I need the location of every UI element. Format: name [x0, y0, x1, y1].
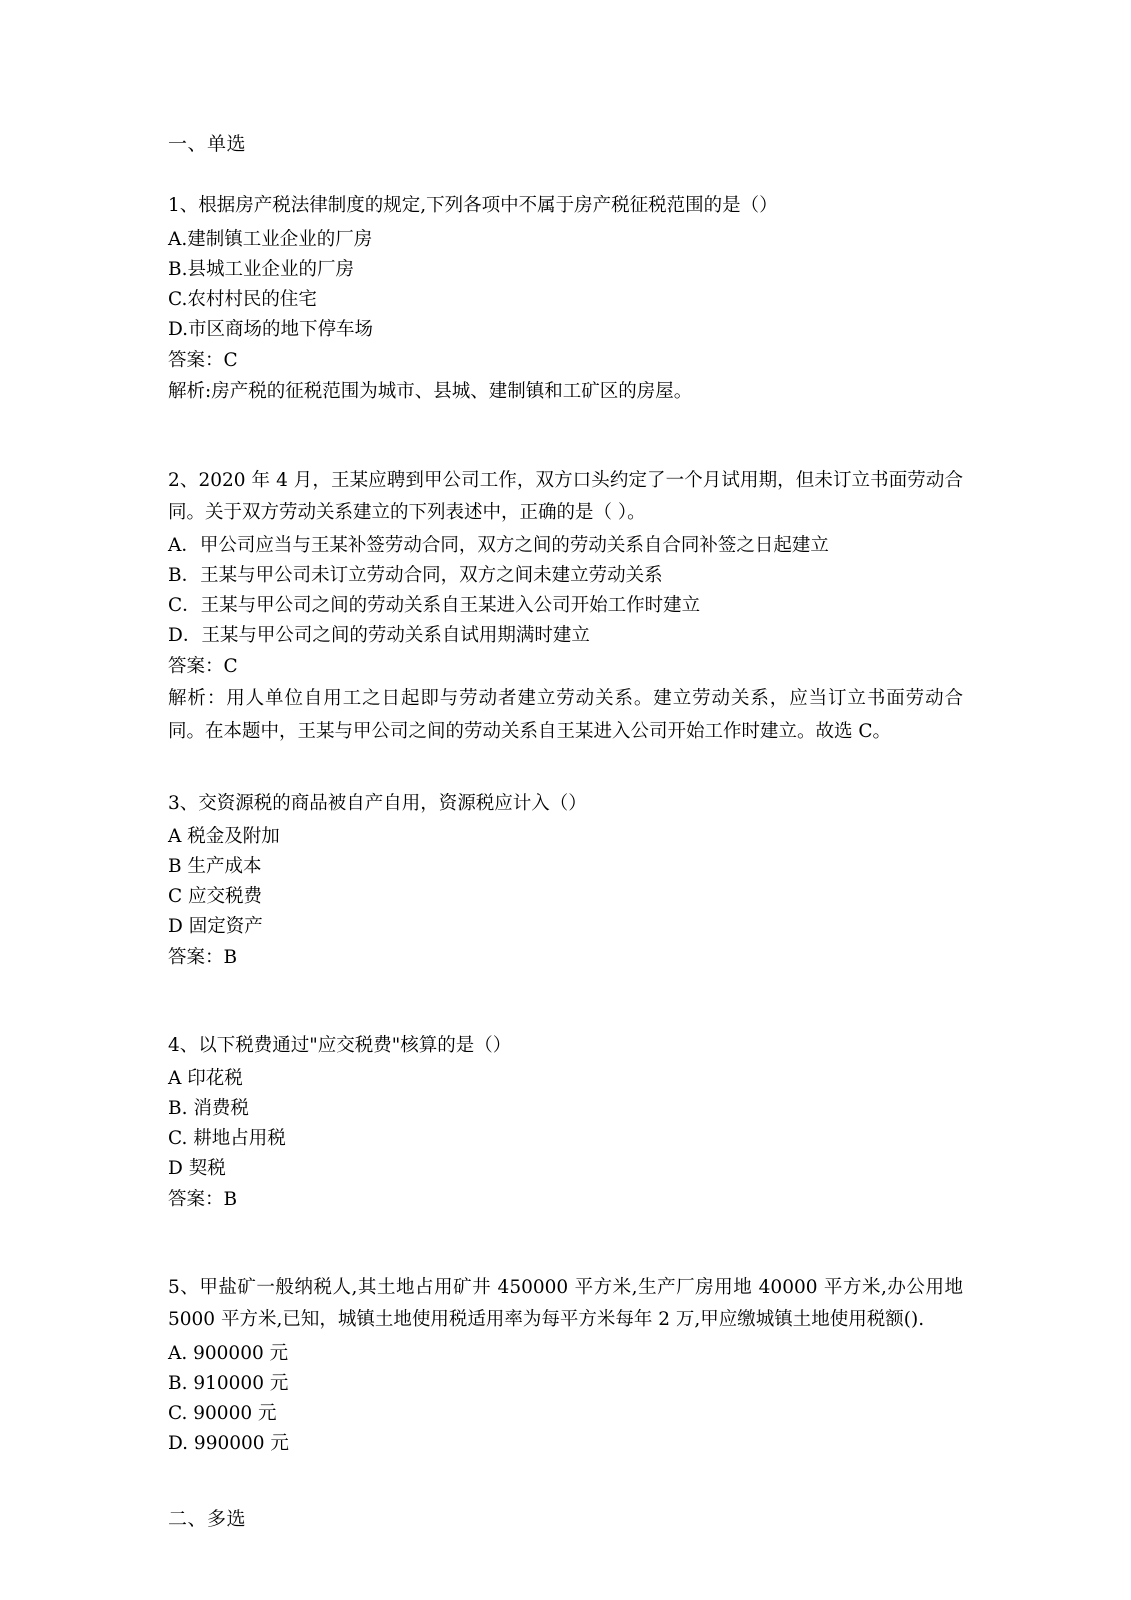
question-option: B. 910000 元	[168, 1372, 289, 1394]
question-option: B．王某与甲公司未订立劳动合同，双方之间未建立劳动关系	[168, 565, 663, 587]
question-option: B.县城工业企业的厂房	[168, 258, 354, 280]
question-option: A. 900000 元	[168, 1342, 289, 1364]
question-option: B. 消费税	[168, 1098, 249, 1120]
question-3	[168, 788, 963, 974]
question-option: D.市区商场的地下停车场	[168, 318, 374, 340]
question-5	[168, 1272, 963, 1459]
question-stem: 3、交资源税的商品被自产自用，资源税应计入（）	[168, 792, 587, 814]
question-option: A 税金及附加	[168, 826, 280, 848]
question-4	[168, 1030, 963, 1216]
question-option: D 固定资产	[168, 916, 263, 938]
question-option: A 印花税	[168, 1068, 243, 1090]
question-option: B 生产成本	[168, 856, 262, 878]
question-stem: 5、甲盐矿一般纳税人,其土地占用矿井 450000 平方米,生产厂房用地 40000 平方米,办公用地 5000 平方米,已知，城镇土地使用税适用率为每平方米每年 2 万,甲应缴城镇土地使用税额().	[168, 1277, 963, 1331]
question-option: C 应交税费	[168, 886, 263, 908]
question-option: C. 90000 元	[168, 1402, 277, 1424]
question-stem: 2、2020 年 4 月，王某应聘到甲公司工作，双方口头约定了一个月试用期，但未订立书面劳动合同。关于双方劳动关系建立的下列表述中，正确的是（ ）。	[168, 469, 963, 524]
block-spacer	[168, 439, 963, 465]
question-option: C．王某与甲公司之间的劳动关系自王某进入公司开始工作时建立	[168, 595, 701, 617]
question-1	[168, 190, 963, 408]
question-answer: 答案：C	[168, 656, 238, 678]
question-option: C. 耕地占用税	[168, 1128, 286, 1150]
section-heading-single-choice: 一、单选	[168, 133, 247, 155]
question-option: C.农村村民的住宅	[168, 288, 317, 310]
question-option: D．王某与甲公司之间的劳动关系自试用期满时建立	[168, 625, 590, 647]
question-answer: 答案：B	[168, 947, 238, 969]
block-spacer	[168, 778, 963, 788]
question-answer: 答案：C	[168, 349, 238, 371]
question-explanation: 解析:房产税的征税范围为城市、县城、建制镇和工矿区的房屋。	[168, 381, 693, 403]
question-answer: 答案：B	[168, 1189, 238, 1211]
question-option: D. 990000 元	[168, 1432, 289, 1454]
block-spacer	[168, 1004, 963, 1030]
question-2	[168, 465, 963, 748]
question-stem: 4、以下税费通过"应交税费"核算的是（）	[168, 1034, 512, 1056]
question-option: A.建制镇工业企业的厂房	[168, 228, 373, 250]
question-option: A．甲公司应当与王某补签劳动合同，双方之间的劳动关系自合同补签之日起建立	[168, 535, 829, 557]
question-option: D 契税	[168, 1158, 226, 1180]
question-explanation: 解析：用人单位自用工之日起即与劳动者建立劳动关系。建立劳动关系，应当订立书面劳动合同。在本题中，王某与甲公司之间的劳动关系自王某进入公司开始工作时建立。故选 C。	[168, 688, 963, 742]
section-heading-multiple-choice: 二、多选	[168, 1507, 247, 1530]
block-spacer	[168, 1246, 963, 1272]
question-stem: 1、根据房产税法律制度的规定,下列各项中不属于房产税征税范围的是（）	[168, 195, 778, 217]
